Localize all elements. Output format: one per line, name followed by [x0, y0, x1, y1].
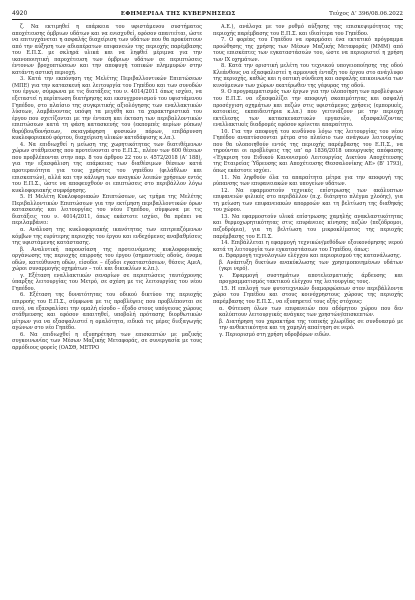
paragraph: 10. Για την αποφυγή του κινδύνου λόγω της λειτουργίας του νέου Γηπέδου αναπτύσσονται μέτρα στο πλαίσιο των ανάγκων λειτουργίας που θα υλοποιηθούν εντός της περιοχής παρέμβασης του Ε.Π.Σ., να τηρούνται οι προβλέψεις της υπ’ αρ 1836/2018 υπουργικής απόφασης «Έγκριση του Ειδικού Κανονισμού Λειτουργίας Δικτύου Αποχέτευσης της Εταιρείας Ύδρευσης και Αποχέτευσης Θεσσαλονίκης ΑΕ» (Β’ 1793), όπως εκάστοτε ισχύει. [213, 128, 403, 175]
paragraph: 3. Κατά την εκπόνηση της Μελέτης Περιβαλλοντικών Επιπτώσεων (ΜΠΕ) για την κατασκευή και λειτουργία του Γηπέδου και των συνοδών του έργων, σύμφωνα με τις διατάξεις του ν. 4014/2011 όπως ισχύει, να εξεταστεί η περίπτωση διατήρησης και εκσυγχρονισμού του υφιστάμενου Γηπέδου, στο πλαίσιο της συγκριτικής αξιολόγησης των εναλλακτικών λύσεων, λαμβάνοντας υπόψη τα μεγέθη και τα χαρακτηριστικά του έργου που σχετίζονται με την ένταση και έκταση των περιβαλλοντικών επιπτώσεων κατά τη φάση κατασκευής του (εκπομπές αερίων ρύπων/θορύβου/δονήσεων, σκιαγράφηση φυσικών πόρων, επιβάρυνση κυκλοφοριακού φόρτου, διαχείριση υλικών κατεδάφισης κ.λπ.). [12, 76, 202, 142]
page-header [12, 9, 403, 20]
text-columns [12, 24, 403, 351]
gazette-title: ΕΦΗΜΕΡΙΔΑ TΗΣ ΚΥΒΕΡΝΗΣΕΩΣ [120, 11, 236, 17]
issue-number: Τεύχος Δ’ 396/08.06.2022 [329, 11, 403, 17]
paragraph: 15. Η επιλογή των φυτοτεχνικών διαμορφώσεων στον περιβάλλοντα χώρο του Γηπέδου και στους κοινόχρηστους χώρους της περιοχής παρέμβασης του Ε.Π.Σ., να εξυπηρετεί τους εξής στόχους: [213, 285, 403, 305]
paragraph: 11. Να ληφθούν όλα τα απαραίτητα μέτρα για την αποφυγή της ρύπανσης των επιφανειακών και υπογείων υδάτων. [213, 174, 403, 188]
paragraph: 12. Να εφαρμοστούν τεχνικές επίστρωσης των ακάλυπτων επιφανειών φιλικές στο περιβάλλον (π.χ. διάτρητο πλέγμα χλοόης), για τη μείωση των επιφανειακών απορροών και τη βελτίωση της διαθηκής του χώρου. [213, 187, 403, 214]
paragraph: α. Εφαρμογή τεχνολογιών ελέγχου και περιορισμού της κατανάλωσης. [219, 253, 402, 260]
paragraph: 9. Ο προγραμματισμός των έργων για την υλοποίηση των προβλέψεων του Ε.Π.Σ. να εξασφαλίζει την αποφυγή σκοπιμότητας και ασφαλή προσέγγιση οχημάτων και πεζών στις υφιστάμενες χρήσεις (εμπορικές, κατοικίες, εκπαιδευτήρια κ.λπ.) που γειτνιάζουν με την περιοχή εκτέλεσης των κατασκευαστικών εργασιών, εξασφαλίζοντας εναλλακτικές διαδρομές εφόσον κρίνεται απαραίτητο. [213, 89, 403, 129]
paragraph: γ. Εξέταση εναλλακτικών σεναρίων σε περιπτώσεις ταυτόχρονης ύπαρξης λειτουργίας του Μετρό, σε σχέση με τις λειτουργίας του νέου Γηπέδου. [12, 272, 202, 292]
paragraph: β. Ανάπτυξη δικτύων ανακύκλωσης των χρησιμοποιημένων υδάτων (γκρι νερό). [219, 259, 403, 273]
paragraph: γ. Περιορισμό στη χρήση υδροβόρων ειδών. [219, 331, 331, 338]
paragraph: β. Διατήρηση του χαρακτήρα της τοπικής χλωρίδας σε συνδυασμό με την ανθεκτικότητα και τη χαμηλή απαίτηση σε νερό. [219, 318, 403, 332]
page-number: 4920 [12, 10, 28, 17]
paragraph: α. Φύτευση όλων των επιφανειών που αδόμητου χώρου που δεν καλύπτουν λειτουργικές ανάγκες των χρηστών/επισκεπτών. [219, 305, 403, 319]
paragraph: 6. Να επιδιωχθεί η εξυπηρέτηση των επισκεπτών με μαζικής συγκοινωνίας των Μέσων Μαζικής Μεταφοράς, σε συνεργασία με τους αρμόδιους φορείς (ΟΑΣΘ, ΜΕΤΡΟ [12, 331, 202, 351]
left-column [12, 24, 202, 351]
paragraph: Α.Ε.), ανάλογα με τον ρυθμό αύξησης της επισκεψιμότητας της περιοχής παρέμβασης του Ε.Π.Σ. και ιδιαίτερα του Γηπέδου. [213, 24, 403, 37]
paragraph: 4. Να επιδιωχθεί η μείωση της χωρητικότητας των διατιθέμενων χώρων στάθμευσης που προτείνονται στο Ε.Π.Σ., πλέον των 600 θέσεων που προβλέπονται στην παρ. 8 του άρθρου 22 του ν. 4572/2018 (Α’ 188), για την εξασφάλιση της επάρκειας των διαθέσιμων θέσεων κατά προτεραιότητα για τους χρήστες του γηπέδου (φιλάθλων και επισκεπτών), αλλά και την κάλυψη των αναγκών λοιπών χρήσεων εντός του Ε.Π.Σ., ώστε να αποφευχθούν οι επιπτώσεις στο περιβάλλον λόγω κυκλοφοριακής συμφόρησης. [12, 141, 202, 194]
paragraph: γ. Εφαρμογή συστημάτων αποτελεσματικής άρδευσης και προγραμματισμός τακτικού ελέγχου της λειτουργίας τους. [219, 272, 403, 286]
paragraph: α. Ανάλυση της κυκλοφοριακής ικανότητας των επιτρεαζόμενων κόμβων της ευρύτερης περιοχής του έργου και ενδεχόμενες αναβαθμίσεις της υφιστάμενης κατάστασης. [12, 226, 202, 247]
paragraph: 8. Κατά την οριστική μελέτη του τεχνικού υπογειοποίησης της οδού Κλεάνθους να εξασφαλιστεί η αρμονική ένταξη του έργου στο ανάγλυφο της περιοχής, καθώς και η οπτική σύνδεση και ασφαλής επικοινωνία των κινούμενων των χώρων εκατέρωθεν της γέφυρας της οδού. [213, 63, 403, 89]
paragraph: β. Αναλυτική παρουσίαση της προτεινόμενης κυκλοφοριακής οργάνωσης της περιοχής επιρροής του έργου (σημαντικές οδούς, όνομα οδών, κατεύθυνση οδών, είσοδοι – έξοδοι εγκαταστάσεων, θέσεις AμεΑ, χώροι συναρμογής οχημάτων – τοίι και δικυκλίων κ.λπ.). [12, 246, 202, 273]
paragraph: 6. Εξέταση της δυνατότητας του οδικού δικτύου της περιοχής επιρροής του Ε.Π.Σ., σύμφωνα με τις προβλέψεις που προβλέπονται σε αυτό, να εξασφαλίσει την ομαλή είσοδο – έξοδο στους υπόγειους χώρους στάθμευσης και εφόσον απαιτηθεί, υποβολή πρότασης διορθωτικών μέτρων για να εξασφαλιστεί η ομαλότητα, ειδικά τις μέρες διεξαγωγής αγώνων στο νέο Γηπέδο. [12, 292, 202, 332]
paragraph: 13. Να εφαρμοστούν υλικά επίστρωσης χαμηλής ανακλαστικότητας και θερμοχωρητικότητας στις επιφάνειες κίνησης πεζών (πεζόδρομοι, πεζοδρόμια), για τη βελτίωση του μικροκλίματος της περιοχής παρέμβασης του Ε.Π.Σ. [213, 213, 403, 240]
paragraph: 7. Ο φορέας του Γηπέδου να εφαρμόσει ένα εκτατικό πρόγραμμα προώθησης της χρήσης των Μέσων Μαζικής Μεταφοράς (ΜΜΜ) από τους επισκέπτες των εγκαταστάσεών του, ώστε να περιοριστεί η χρήση των ΙΧ οχημάτων. [213, 37, 403, 63]
right-column [213, 24, 403, 351]
paragraph: 5. Η Μελέτη Κυκλοφοριακών Επιπτώσεων, ως τμήμα της Μελέτης Περιβαλλοντικών Επιπτώσεων για την εκτίμηση περιβαλλοντικών όρων κατασκευής και λειτουργίας του νέου Γηπέδου, σύμφωνα με τις διατάξεις του ν. 4014/2011, όπως εκάστοτε ισχύει, θα πρέπει να περιλαμβάνει: [12, 194, 202, 227]
paragraph: ζ. Να εκτιμηθεί η επάρκεια του υφιστάμενου συστήματος αποχέτευσης όμβριων υδάτων και να ενισχυθεί, εφόσον απαιτείται, ώστε να επιτυγχάνεται η ασφαλής διαχείριση των υδάτων που θα προκύπτουν από την αύξηση των αδιαπέρατων επιφανειών της περιοχής παρέμβασης του Ε.Π.Σ. με σκληρά υλικά και να ληφθεί μέριμνα για την ικανοποιητική παροχέτευση των όμβριων υδάτων σε περιπτώσεις έντονων βροχοπτώσεων και την αποφυγή τοπικών πλημμυρών στην κατάντη αστική περιοχή. [12, 24, 202, 76]
paragraph: 14. Επιβάλλεται η εφαρμογή τεχνικών/μεθόδων εξοικονόμησης νερού κατά τη λειτουργία των εγκαταστάσεων του Γηπέδου, όπως: [213, 240, 403, 253]
